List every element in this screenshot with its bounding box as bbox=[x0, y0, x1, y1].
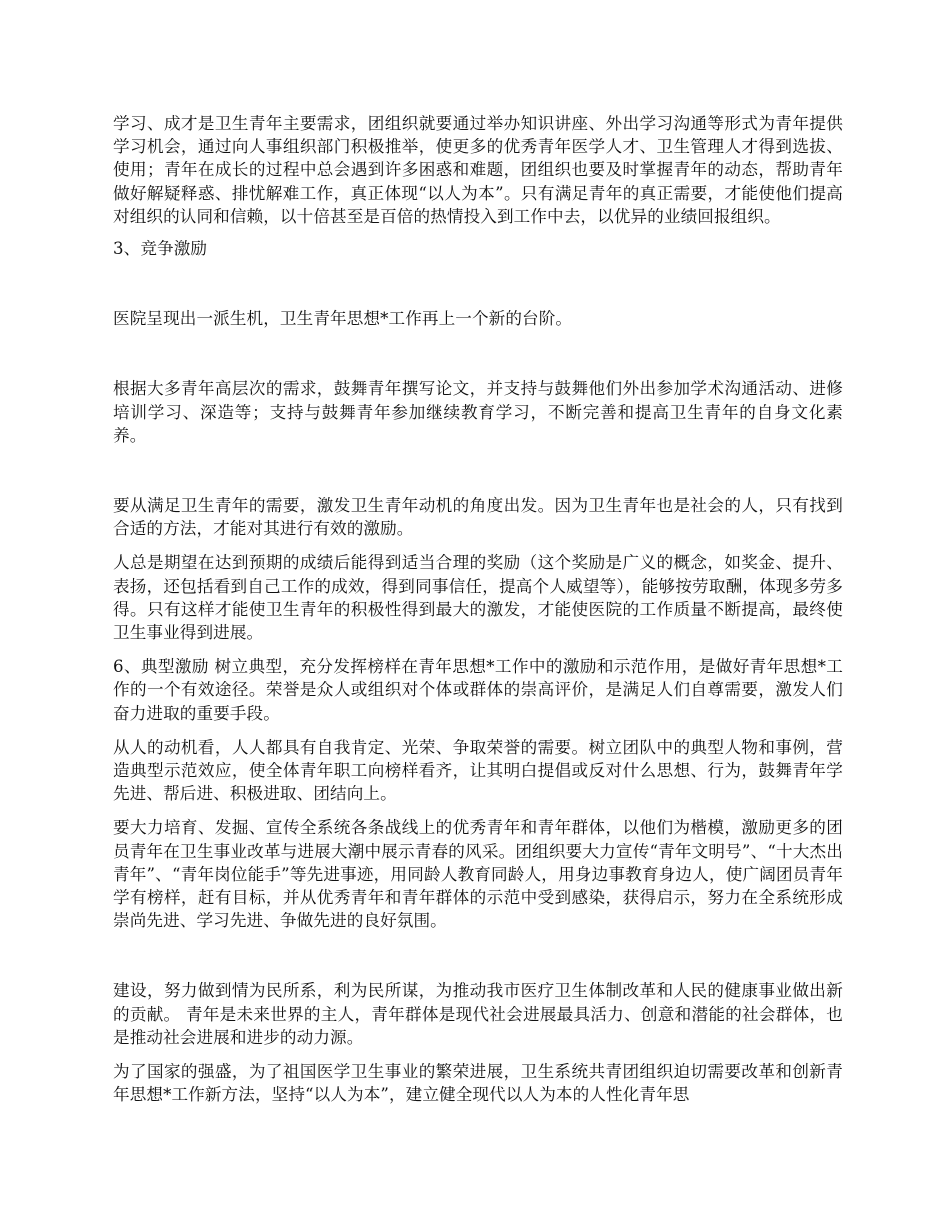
paragraph-learning-needs: 学习、成才是卫生青年主要需求，团组织就要通过举办知识讲座、外出学习沟通等形式为青年提供学习机会，通过向人事组织部门积极推举，使更多的优秀青年医学人才、卫生管理人才得到选拔、使用；青年在成长的过程中总会遇到许多困惑和难题，团组织也要及时掌握青年的动态，帮助青年做好解疑释惑、排忧解难工作，真正体现“以人为本”。只有满足青年的真正需要，才能使他们提高对组织的认同和信赖，以十倍甚至是百倍的热情投入到工作中去，以优异的业绩回报组织。 bbox=[113, 114, 843, 226]
spacer bbox=[113, 330, 843, 377]
spacer bbox=[113, 447, 843, 494]
paragraph-honor-needs: 从人的动机看，人人都具有自我肯定、光荣、争取荣誉的需要。树立团队中的典型人物和事例，营造典型示范效应，使全体青年职工向榜样看齐，让其明白提倡或反对什么思想、行为，鼓舞青年学先进、帮后进、积极进取、团结向上。 bbox=[113, 737, 843, 804]
document-page bbox=[113, 112, 843, 1107]
spacer bbox=[113, 805, 843, 816]
paragraph-national-prosperity: 为了国家的强盛，为了祖国医学卫生事业的繁荣进展，卫生系统共青团组织迫切需要改革和创新青年思想*工作新方法，坚持“以人为本”，建立健全现代以人为本的人性化青年思 bbox=[113, 1062, 843, 1105]
spacer bbox=[113, 228, 843, 237]
paragraph-high-level-needs: 根据大多青年高层次的需求，鼓舞青年撰写论文，并支持与鼓舞他们外出参加学术沟通活动、进修培训学习、深造等；支持与鼓舞青年参加继续教育学习，不断完善和提高卫生青年的自身文化素养。 bbox=[113, 379, 843, 445]
spacer bbox=[113, 260, 843, 307]
paragraph-construction: 建设，努力做到情为民所系，利为民所谋，为推动我市医疗卫生体制改革和人民的健康事业做出新的贡献。 青年是未来世界的主人，青年群体是现代社会进展最具活力、创意和潜能的社会群体，也是推动社会进展和进步的动力源。 bbox=[113, 981, 843, 1047]
spacer bbox=[113, 932, 843, 979]
paragraph-hospital-vitality: 医院呈现出一派生机，卫生青年思想*工作再上一个新的台阶。 bbox=[113, 309, 573, 329]
paragraph-role-models: 要大力培育、发掘、宣传全系统各条战线上的优秀青年和青年群体，以他们为楷模，激励更多的团员青年在卫生事业改革与进展大潮中展示青春的风采。团组织要大力宣传“青年文明号”、“十大杰出青年”、“青年岗位能手”等先进事迹，用同龄人教育同龄人，用身边事教育身边人，使广阔团员青年学有榜样，赶有目标，并从优秀青年和青年群体的示范中受到感染，获得启示，努力在全系统形成崇尚先进、学习先进、争做先进的良好氛围。 bbox=[113, 818, 843, 931]
spacer bbox=[113, 1049, 843, 1060]
spacer bbox=[113, 725, 843, 736]
spacer bbox=[113, 540, 843, 551]
section-heading-competition: 3、竞争激励 bbox=[113, 239, 208, 259]
paragraph-motivation: 要从满足卫生青年的需要，激发卫生青年动机的角度出发。因为卫生青年也是社会的人，只有找到合适的方法，才能对其进行有效的激励。 bbox=[113, 496, 843, 539]
paragraph-reward: 人总是期望在达到预期的成绩后能得到适当合理的奖励（这个奖励是广义的概念，如奖金、提升、表扬，还包括看到自己工作的成效，得到同事信任，提高个人威望等），能够按劳取酬，体现多劳多得。只有这样才能使卫生青年的积极性得到最大的激发，才能使医院的工作质量不断提高，最终使卫生事业得到进展。 bbox=[113, 553, 843, 643]
paragraph-typical-incentive: 6、典型激励 树立典型，充分发挥榜样在青年思想*工作中的激励和示范作用，是做好青年思想*工作的一个有效途径。荣誉是众人或组织对个体或群体的崇高评价，是满足人们自尊需要，激发人们奋力进取的重要手段。 bbox=[113, 657, 843, 723]
spacer bbox=[113, 644, 843, 655]
